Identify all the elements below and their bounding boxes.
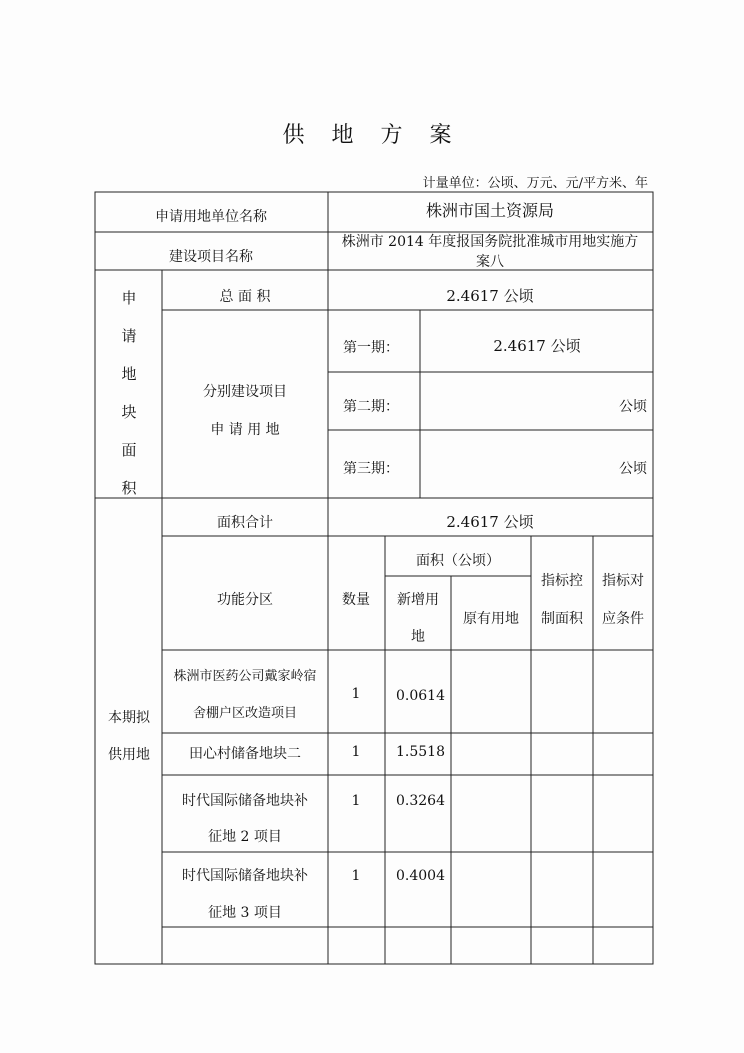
page-title: 供 地 方 案	[282, 123, 462, 148]
table-row-3-count: 1	[351, 793, 361, 809]
table-row-4-count: 1	[351, 868, 361, 884]
total-area-label: 总 面 积	[219, 289, 271, 305]
table-row-2-new-area: 1.5518	[396, 744, 445, 760]
phase-group-label-line2: 申 请 用 地	[210, 422, 280, 438]
applicant-value: 株洲市国土资源局	[425, 201, 555, 220]
phase-1-label: 第一期：	[343, 340, 399, 356]
apply-area-char: 积	[121, 479, 137, 497]
header-existing: 原有用地	[463, 611, 519, 627]
table-row-1-name-line1: 株洲市医药公司戴家岭宿	[173, 669, 317, 684]
table-row-3-name-line1: 时代国际储备地块补	[182, 793, 308, 809]
applicant-label: 申请用地单位名称	[155, 209, 267, 225]
header-zone: 功能分区	[217, 592, 273, 608]
supply-section-label-line2: 供用地	[108, 747, 150, 763]
header-cond-line1: 指标对	[602, 573, 644, 589]
apply-area-char: 地	[121, 365, 137, 383]
project-label: 建设项目名称	[169, 249, 253, 265]
phase-2-value: 公顷	[619, 399, 647, 415]
phase-3-value: 公顷	[619, 461, 647, 477]
phase-group-label-line1: 分别建设项目	[203, 384, 287, 400]
total-area-value: 2.4617 公顷	[446, 287, 534, 305]
phase-3-label: 第三期：	[343, 461, 399, 477]
project-value-line2: 案八	[476, 254, 504, 270]
table-row-4-new-area: 0.4004	[396, 868, 445, 884]
table-row-2-count: 1	[351, 744, 361, 760]
phase-2-label: 第二期：	[343, 399, 399, 415]
header-ctrl-line1: 指标控	[541, 573, 583, 589]
table-row-4-name-line1: 时代国际储备地块补	[182, 868, 308, 884]
header-count: 数量	[342, 592, 370, 608]
area-sum-label: 面积合计	[217, 515, 273, 531]
header-area: 面积（公顷）	[416, 553, 500, 569]
table-row-3-new-area: 0.3264	[396, 793, 445, 809]
table-row-3-name-line2: 征地 2 项目	[208, 829, 282, 845]
phase-1-value: 2.4617 公顷	[493, 337, 581, 355]
project-value-line1: 株洲市 2014 年度报国务院批准城市用地实施方	[341, 234, 639, 250]
apply-area-char: 块	[121, 403, 137, 421]
table-row-1-name-line2: 舍棚户区改造项目	[192, 706, 298, 721]
supply-section-label-line1: 本期拟	[108, 710, 150, 726]
table-row-2-name-line1: 田心村储备地块二	[189, 746, 301, 762]
table-row-1-new-area: 0.0614	[396, 688, 445, 704]
header-new-line1: 新增用	[397, 592, 439, 608]
table-row-4-name-line2: 征地 3 项目	[208, 905, 282, 921]
apply-area-char: 申	[121, 289, 137, 307]
apply-area-section-label	[121, 288, 136, 516]
apply-area-char: 请	[121, 327, 137, 345]
table-row-1-count: 1	[351, 686, 361, 702]
apply-area-char: 面	[121, 441, 137, 459]
header-cond-line2: 应条件	[602, 611, 644, 627]
header-ctrl-line2: 制面积	[541, 611, 583, 627]
header-new-line2: 地	[411, 629, 425, 645]
unit-note: 计量单位：公顷、万元、元/平方米、年	[422, 176, 648, 191]
area-sum-value: 2.4617 公顷	[446, 513, 534, 531]
